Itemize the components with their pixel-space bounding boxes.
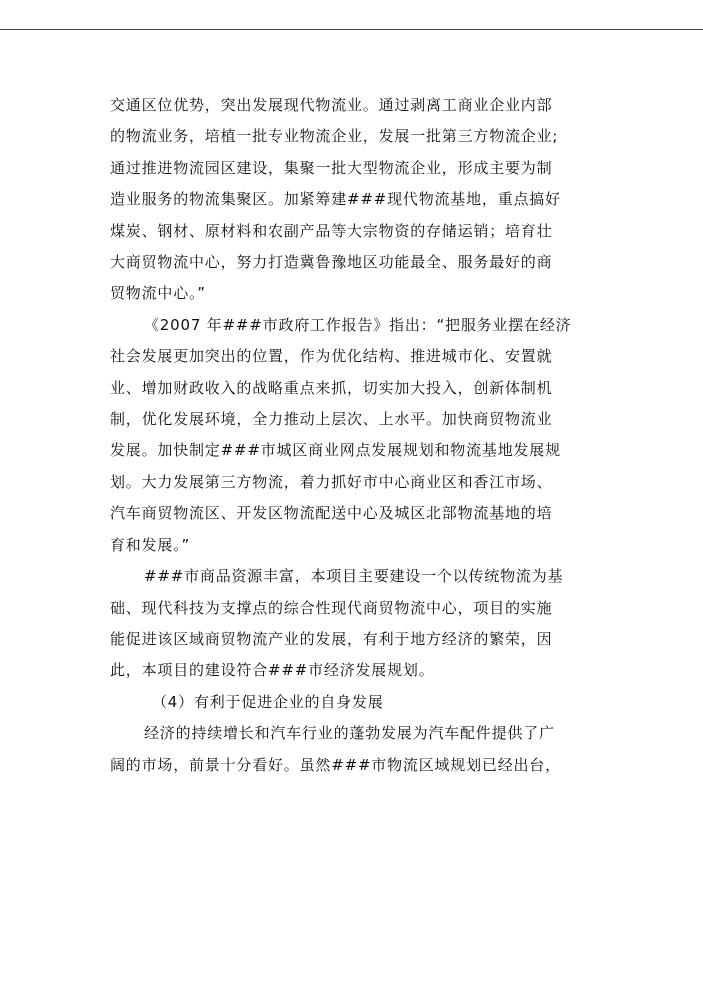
text-line: 划。大力发展第三方物流，着力抓好市中心商业区和香江市场、 bbox=[110, 472, 553, 491]
text-line: 育和发展。” bbox=[110, 535, 191, 554]
paragraph-resource-project bbox=[110, 561, 610, 687]
text-line: 煤炭、钢材、原材料和农副产品等大宗物资的存储运销；培育壮 bbox=[110, 221, 553, 240]
paragraph-logistics-plan-quote bbox=[110, 90, 610, 310]
paragraph-enterprise-development bbox=[110, 718, 610, 781]
text-line: 贸物流中心。” bbox=[110, 284, 206, 303]
header-rule bbox=[0, 29, 703, 30]
text-line: 《2007 年###市政府工作报告》指出：“把服务业摆在经济 bbox=[144, 315, 572, 334]
text-line: 能促进该区域商贸物流产业的发展，有利于地方经济的繁荣，因 bbox=[110, 629, 553, 648]
text-line: 交通区位优势，突出发展现代物流业。通过剥离工商业企业内部 bbox=[110, 96, 553, 114]
text-line: 经济的持续增长和汽车行业的蓬勃发展为汽车配件提供了广 bbox=[144, 724, 555, 743]
text-line: 制，优化发展环境，全力推动上层次、上水平。加快商贸物流业 bbox=[110, 410, 553, 429]
text-line: 大商贸物流中心，努力打造冀鲁豫地区功能最全、服务最好的商 bbox=[110, 253, 553, 272]
text-line: 汽车商贸物流区、开发区物流配送中心及城区北部物流基地的培 bbox=[110, 504, 553, 523]
text-line: 此，本项目的建设符合###市经济发展规划。 bbox=[110, 661, 435, 680]
text-line: 的物流业务，培植一批专业物流企业，发展一批第三方物流企业; bbox=[110, 127, 559, 146]
text-line: 础、现代科技为支撑点的综合性现代商贸物流中心，项目的实施 bbox=[110, 598, 553, 617]
text-line: 社会发展更加突出的位置，作为优化结构、推进城市化、安置就 bbox=[110, 347, 553, 366]
paragraph-government-report bbox=[110, 310, 610, 561]
text-line: ###市商品资源丰富，本项目主要建设一个以传统物流为基 bbox=[144, 567, 564, 586]
text-line: 阔的市场，前景十分看好。虽然###市物流区域规划已经出台， bbox=[110, 755, 561, 774]
text-line: 业、增加财政收入的战略重点来抓，切实加大投入，创新体制机 bbox=[110, 378, 553, 397]
document-body bbox=[110, 90, 610, 781]
section-heading: （4）有利于促进企业的自身发展 bbox=[152, 692, 384, 711]
text-line: 通过推进物流园区建设，集聚一批大型物流企业，形成主要为制 bbox=[110, 158, 553, 177]
text-line: 发展。加快制定###市城区商业网点发展规划和物流基地发展规 bbox=[110, 441, 561, 460]
text-line: 造业服务的物流集聚区。加紧筹建###现代物流基地，重点搞好 bbox=[110, 190, 561, 209]
